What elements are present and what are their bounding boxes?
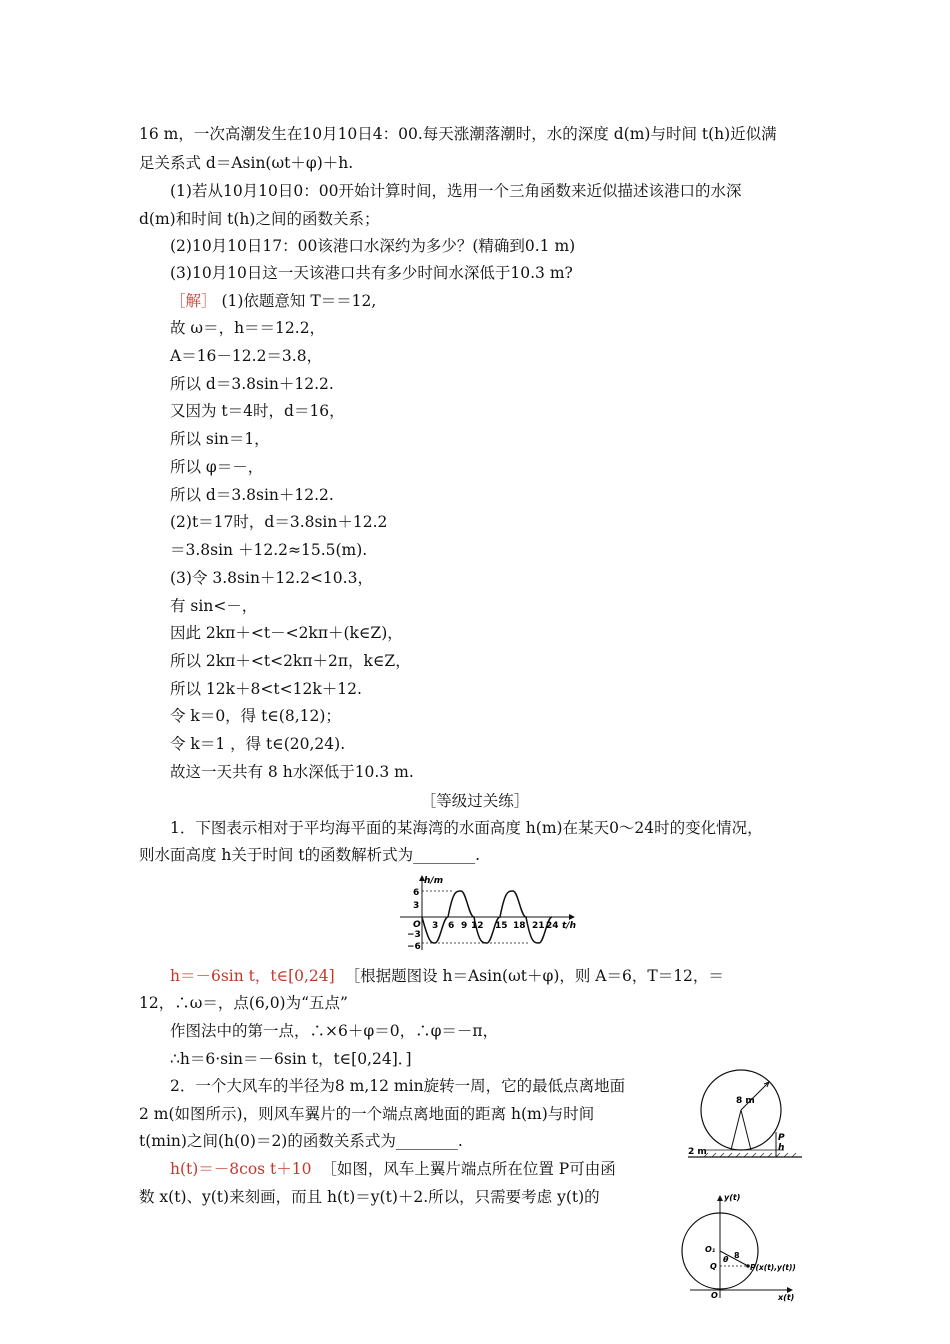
x-tick-label: 12 bbox=[471, 921, 484, 931]
solution-line: 又因为 t＝4时，d＝16， bbox=[170, 402, 345, 420]
h-label: h bbox=[778, 1143, 785, 1153]
solution-line: 故 ω＝，h＝＝12.2， bbox=[170, 319, 326, 337]
problem-2-line-1: 2．一个大风车的半径为8 m,12 min旋转一周，它的最低点离地面 bbox=[170, 1077, 626, 1095]
solution-line: 所以 12k＋8<t<12k＋12. bbox=[170, 680, 362, 698]
y-tick-label: 3 bbox=[413, 901, 420, 911]
q-label: Q bbox=[710, 1262, 717, 1271]
support-right bbox=[741, 1110, 751, 1150]
problem-2-line-2: 2 m(如图所示)，则风车翼片的一个端点离地面的距离 h(m)与时间 bbox=[139, 1105, 595, 1123]
question-1b: d(m)和时间 t(h)之间的函数关系； bbox=[139, 210, 380, 228]
question-2: (2)10月10日17：00该港口水深约为多少？(精确到0.1 m) bbox=[170, 237, 576, 255]
solution-line: 令 k＝0，得 t∈(8,12)； bbox=[170, 707, 341, 725]
theta-label: θ bbox=[723, 1255, 729, 1264]
problem-1-answer: h＝－6sin t，t∈[0,24] bbox=[170, 967, 335, 985]
y-tick-label: 6 bbox=[413, 888, 420, 898]
x-tick-label: 15 bbox=[495, 921, 508, 931]
solution-part1: (1)依题意知 T＝＝12, bbox=[216, 292, 377, 310]
problem-1-line-1: 1．下图表示相对于平均海平面的某海湾的水面高度 h(m)在某天0～24时的变化情况， bbox=[170, 819, 763, 837]
tide-sine-graph bbox=[396, 872, 582, 954]
solution-tag: ［解］ bbox=[170, 292, 217, 310]
solution-line: 所以 d＝3.8sin＋12.2. bbox=[170, 486, 334, 504]
y-axis-label: y(t) bbox=[724, 1193, 741, 1202]
intro-line-1: 16 m，一次高潮发生在10月10日4：00.每天涨潮落潮时，水的深度 d(m)与时间 t(h)近似满 bbox=[139, 125, 777, 143]
solution-line: (3)令 3.8sin＋12.2<10.3， bbox=[170, 569, 373, 587]
solution-line: 令 k＝1 ，得 t∈(20,24). bbox=[170, 735, 346, 753]
x-axis-label: t/h bbox=[562, 921, 576, 931]
origin-label: O bbox=[711, 1291, 718, 1300]
section-title: ［等级过关练］ bbox=[420, 792, 530, 810]
solution-line: 所以 d＝3.8sin＋12.2. bbox=[170, 375, 334, 393]
question-1a: (1)若从10月10日0：00开始计算时间，选用一个三角函数来近似描述该港口的水深 bbox=[170, 182, 742, 200]
circle-coordinate-figure bbox=[680, 1192, 802, 1304]
problem-2-answer: h(t)＝－8cos t＋10 bbox=[170, 1160, 312, 1178]
support-left bbox=[731, 1110, 741, 1150]
x-axis-label: x(t) bbox=[778, 1293, 795, 1302]
x-tick-label: 3 bbox=[432, 921, 439, 931]
question-3: (3)10月10日这一天该港口共有多少时间水深低于10.3 m? bbox=[170, 264, 573, 282]
problem-2-explanation-2: 数 x(t)、y(t)来刻画，而且 h(t)＝y(t)＋2.所以，只需要考虑 y(t)的 bbox=[139, 1188, 600, 1206]
solution-line: ＝3.8sin ＋12.2≈15.5(m). bbox=[170, 541, 368, 559]
radius-label: 8 m bbox=[736, 1096, 755, 1106]
solution-line: (2)t＝17时，d＝3.8sin＋12.2 bbox=[170, 513, 388, 531]
problem-1-explanation-4: ∴h＝6·sin＝－6sin t，t∈[0,24]．] bbox=[170, 1050, 412, 1068]
solution-line: 因此 2kπ＋<t－<2kπ＋(k∈Z)， bbox=[170, 624, 403, 642]
solution-line: 所以 sin＝1， bbox=[170, 430, 270, 448]
x-tick-label: 21 bbox=[532, 921, 545, 931]
point-p-label: P bbox=[778, 1133, 785, 1143]
problem-1-explanation: ［根据题图设 h＝Asin(ωt＋φ)，则 A＝6，T＝12，＝ bbox=[344, 967, 724, 985]
problem-1-line-2: 则水面高度 h关于时间 t的函数解析式为________. bbox=[139, 846, 480, 864]
solution-line: 所以 2kπ＋<t<2kπ＋2π，k∈Z， bbox=[170, 652, 411, 670]
problem-1-answer-line bbox=[170, 966, 724, 986]
height-2m-label: 2 m bbox=[688, 1147, 707, 1157]
solution-line: 故这一天共有 8 h水深低于10.3 m. bbox=[170, 763, 414, 781]
center-label: O₁ bbox=[705, 1245, 716, 1254]
x-tick-label: 24 bbox=[546, 921, 559, 931]
x-tick-label: 6 bbox=[448, 921, 455, 931]
problem-1-explanation-2: 12，∴ω＝，点(6,0)为“五点” bbox=[139, 994, 348, 1012]
problem-2-explanation: ［如图，风车上翼片端点所在位置 P可由函 bbox=[321, 1160, 616, 1178]
y-tick-label: −3 bbox=[407, 930, 421, 940]
solution-first-line bbox=[170, 291, 376, 311]
x-tick-label: 18 bbox=[513, 921, 526, 931]
solution-line: 所以 φ＝－， bbox=[170, 458, 264, 476]
point-p-label: P(x(t),y(t)) bbox=[750, 1263, 796, 1272]
x-tick-label: 9 bbox=[461, 921, 468, 931]
y-tick-label: −6 bbox=[407, 942, 421, 952]
y-axis-label: h/m bbox=[424, 876, 444, 886]
solution-line: A＝16－12.2＝3.8， bbox=[170, 347, 323, 365]
problem-1-explanation-3: 作图法中的第一点，∴×6＋φ＝0，∴φ＝－π， bbox=[170, 1022, 499, 1040]
intro-line-2: 足关系式 d＝Asin(ωt＋φ)＋h. bbox=[139, 154, 354, 172]
problem-2-answer-line bbox=[170, 1159, 616, 1179]
windmill-figure bbox=[684, 1062, 806, 1172]
problem-2-line-3: t(min)之间(h(0)＝2)的函数关系式为________. bbox=[139, 1132, 463, 1150]
origin-label: O bbox=[413, 920, 421, 930]
solution-line: 有 sin<－， bbox=[170, 597, 258, 615]
radius-label: 8 bbox=[734, 1251, 740, 1260]
